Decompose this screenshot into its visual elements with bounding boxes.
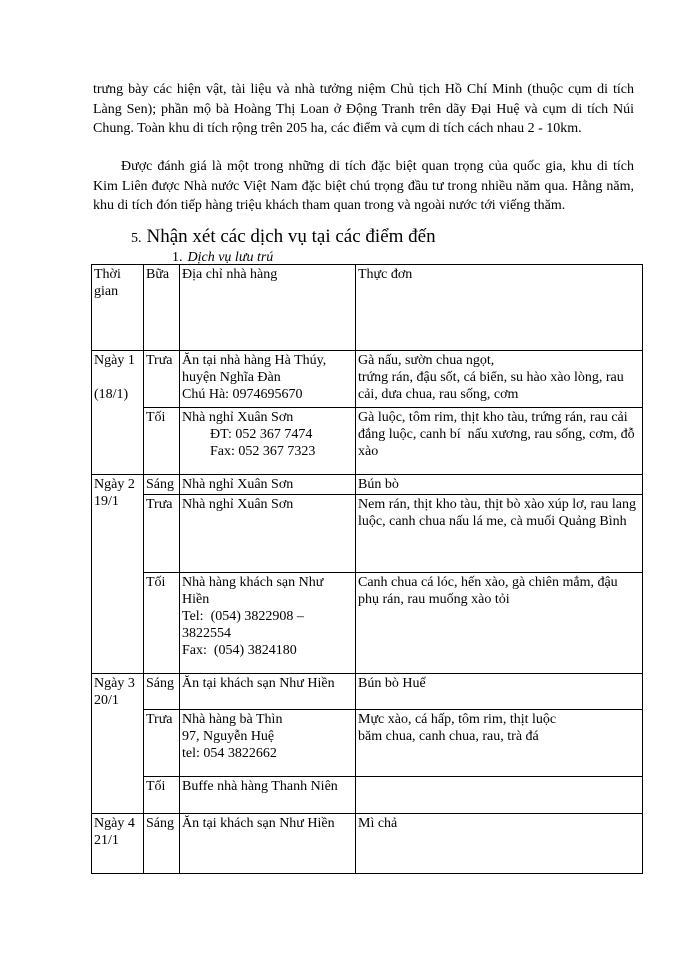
menu-cell: Mực xào, cá hấp, tôm rim, thịt luộc băm chua, canh chua, rau, trà đá [356,710,643,777]
menu-cell: Bún bò [356,475,643,495]
table-row [92,710,643,777]
address-cell: Nhà nghỉ Xuân Sơn ĐT: 052 367 7474 Fax: 052 367 7323 [180,408,356,475]
table-header-row [92,265,643,351]
address-cell: Ăn tại nhà hàng Hà Thúy, huyện Nghĩa Đàn Chú Hà: 0974695670 [180,351,356,408]
section-number: 5. [131,231,142,246]
subsection-number: 1. [172,250,183,265]
meal-cell: Trưa [144,351,180,408]
meal-cell: Sáng [144,814,180,874]
section-title: Nhận xét các dịch vụ tại các điểm đến [146,226,436,247]
menu-cell [356,777,643,814]
menu-cell: Nem rán, thịt kho tàu, thịt bò xào xúp lơ, rau lang luộc, canh chua nấu lá me, cà muối Quảng Bình [356,495,643,573]
table-row [92,475,643,495]
address-cell: Nhà nghỉ Xuân Sơn [180,495,356,573]
menu-cell: Canh chua cá lóc, hến xào, gà chiên mắm, đậu phụ rán, rau muống xào tỏi [356,573,643,674]
menu-cell: Gà luộc, tôm rim, thịt kho tàu, trứng rán, rau cải đắng luộc, canh bí nấu xương, rau sống, cơm, đỗ xào [356,408,643,475]
day-cell: Ngày 4 21/1 [92,814,144,874]
table-row [92,351,643,408]
meal-cell: Tối [144,573,180,674]
menu-cell: Bún bò Huế [356,674,643,710]
meal-cell: Sáng [144,475,180,495]
header-meal: Bữa [144,265,180,351]
header-menu: Thực đơn [356,265,643,351]
header-time: Thời gian [92,265,144,351]
meal-cell: Trưa [144,710,180,777]
menu-cell: Mì chả [356,814,643,874]
address-cell: Nhà hàng khách sạn Như Hiền Tel: (054) 3822908 – 3822554 Fax: (054) 3824180 [180,573,356,674]
menu-cell: Gà nấu, sườn chua ngọt, trứng rán, đậu sốt, cá biển, su hào xào lòng, rau cải, dưa chua, rau sống, cơm [356,351,643,408]
table-row [92,573,643,674]
meal-cell: Sáng [144,674,180,710]
address-cell: Ăn tại khách sạn Như Hiền [180,814,356,874]
table-row [92,777,643,814]
section-heading [131,226,436,248]
address-cell: Nhà hàng bà Thìn 97, Nguyễn Huệ tel: 054 3822662 [180,710,356,777]
meal-cell: Tối [144,777,180,814]
day-cell: Ngày 1 (18/1) [92,351,144,475]
subsection-title: Dịch vụ lưu trú [187,250,274,265]
paragraph-site-importance: Được đánh giá là một trong những di tích đặc biệt quan trọng của quốc gia, khu di tích Kim Liên được Nhà nước Việt Nam đặc biệt chú trọng đầu tư trong nhiều năm qua. Hằng năm, khu di tích đón tiếp hàng triệu khách tham quan trong và ngoài nước tới viếng thăm. [93,159,634,213]
address-cell: Nhà nghỉ Xuân Sơn [180,475,356,495]
header-restaurant-address: Địa chỉ nhà hàng [180,265,356,351]
meal-schedule-table [91,264,643,874]
table-row [92,814,643,874]
address-cell: Ăn tại khách sạn Như Hiền [180,674,356,710]
paragraph-site-description: trưng bày các hiện vật, tài liệu và nhà tưởng niệm Chủ tịch Hồ Chí Minh (thuộc cụm di tích Làng Sen); phần mộ bà Hoàng Thị Loan ở Động Tranh trên dãy Đại Huệ và cụm di tích Núi Chung. Toàn khu di tích rộng trên 205 ha, các điểm và cụm di tích cách nhau 2 - 10km. [93,82,634,136]
meal-cell: Tối [144,408,180,475]
address-cell: Buffe nhà hàng Thanh Niên [180,777,356,814]
table-row [92,495,643,573]
table-row [92,408,643,475]
day-cell: Ngày 3 20/1 [92,674,144,814]
day-cell: Ngày 2 19/1 [92,475,144,674]
meal-cell: Trưa [144,495,180,573]
table-row [92,674,643,710]
